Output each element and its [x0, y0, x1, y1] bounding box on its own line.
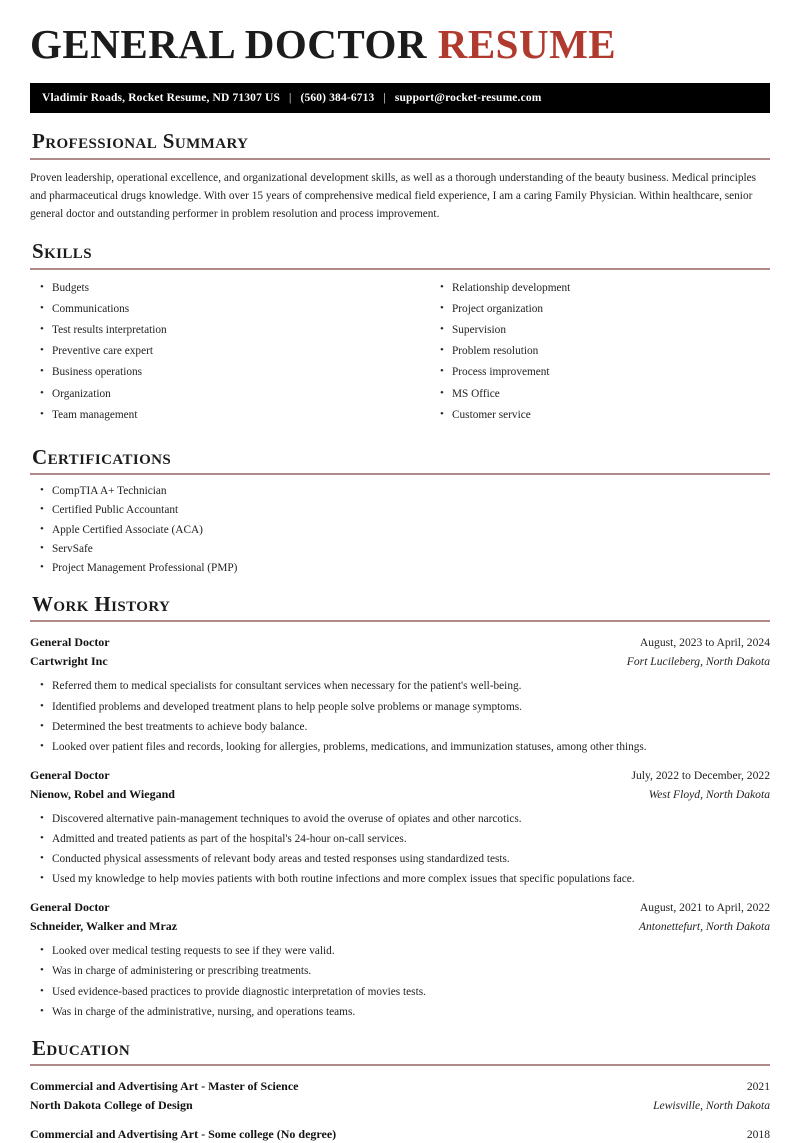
section-rule-certifications: [30, 473, 770, 475]
section-rule-education: [30, 1064, 770, 1066]
section-rule-skills: [30, 268, 770, 270]
skills-columns: [30, 272, 770, 429]
job-location: West Floyd, North Dakota: [648, 787, 770, 801]
job-subheader-row: [30, 917, 770, 936]
job-company: Nienow, Robel and Wiegand: [30, 786, 175, 801]
skills-column-left: [30, 272, 400, 429]
job-subheader-row: [30, 785, 770, 804]
education-header-row: [30, 1077, 770, 1095]
education-subheader-row: [30, 1096, 770, 1114]
list-item: • Admitted and treated patients as part of the hospital's 24-hour on-call services.: [30, 832, 770, 847]
list-item: • Organization: [30, 387, 400, 402]
certifications-list: [30, 484, 770, 576]
section-heading-education: Education: [32, 1035, 131, 1060]
education-degree: Commercial and Advertising Art - Some college (No degree): [30, 1127, 337, 1142]
list-item: • Conducted physical assessments of relevant body areas and tested responses using standardized tests.: [30, 852, 770, 867]
list-item: • Looked over medical testing requests to see if they were valid.: [30, 944, 770, 959]
list-item: • ServSafe: [30, 542, 770, 557]
resume-title-accent: RESUME: [437, 21, 617, 67]
education-entry: [30, 1125, 770, 1143]
contact-separator-1: |: [289, 92, 292, 104]
resume-title-main: GENERAL DOCTOR: [30, 21, 438, 67]
job-bullets: [30, 679, 770, 755]
job-company: Schneider, Walker and Mraz: [30, 919, 178, 934]
list-item: • CompTIA A+ Technician: [30, 484, 770, 499]
list-item: • Problem resolution: [430, 344, 770, 359]
work-history-entry: [30, 766, 770, 887]
skills-list-right: [430, 281, 770, 423]
section-rule-summary: [30, 158, 770, 160]
list-item: • Apple Certified Associate (ACA): [30, 523, 770, 538]
list-item: • Identified problems and developed treatment plans to help people solve problems or manage symptoms.: [30, 700, 770, 715]
job-bullets: [30, 944, 770, 1020]
contact-phone[interactable]: (560) 384-6713: [300, 92, 375, 104]
list-item: • Used evidence-based practices to provide diagnostic interpretation of movies tests.: [30, 985, 770, 1000]
section-skills: [30, 240, 770, 428]
contact-bar: [30, 83, 770, 113]
list-item: • Referred them to medical specialists for consultant services when necessary for the patient's well-being.: [30, 679, 770, 694]
section-certifications: [30, 446, 770, 576]
job-subheader-row: [30, 652, 770, 671]
list-item: • Supervision: [430, 323, 770, 338]
education-degree: Commercial and Advertising Art - Master of Science: [30, 1079, 299, 1094]
job-dates: August, 2023 to April, 2024: [639, 636, 770, 650]
list-item: • Relationship development: [430, 281, 770, 296]
list-item: • Project Management Professional (PMP): [30, 561, 770, 576]
education-location: Lewisville, North Dakota: [653, 1098, 770, 1112]
education-year: 2018: [746, 1128, 770, 1142]
list-item: • Budgets: [30, 281, 400, 296]
skills-column-right: [400, 272, 770, 429]
list-item: • Used my knowledge to help movies patients with both routine infections and more complex issues that specific populations face.: [30, 872, 770, 887]
job-header-row: [30, 766, 770, 785]
list-item: • Test results interpretation: [30, 323, 400, 338]
list-item: • Was in charge of administering or prescribing treatments.: [30, 964, 770, 979]
work-history-entry: [30, 633, 770, 754]
list-item: • Project organization: [430, 302, 770, 317]
education-header-row: [30, 1125, 770, 1143]
job-title: General Doctor: [30, 767, 110, 782]
contact-separator-2: |: [383, 92, 386, 104]
education-school: North Dakota College of Design: [30, 1097, 193, 1112]
contact-email[interactable]: support@rocket-resume.com: [394, 92, 542, 104]
list-item: • Team management: [30, 408, 400, 423]
job-location: Antonettefurt, North Dakota: [638, 920, 770, 934]
section-work-history: [30, 593, 770, 1020]
section-heading-skills: Skills: [32, 239, 92, 264]
list-item: • Certified Public Accountant: [30, 503, 770, 518]
education-year: 2021: [746, 1080, 770, 1094]
job-title: General Doctor: [30, 635, 110, 650]
list-item: • Communications: [30, 302, 400, 317]
list-item: • Discovered alternative pain-management techniques to avoid the overuse of opiates and other narcotics.: [30, 812, 770, 827]
section-rule-work-history: [30, 620, 770, 622]
job-dates: August, 2021 to April, 2022: [639, 901, 770, 915]
summary-text: Proven leadership, operational excellence, and organizational development skills, as well as a thorough understanding of the beauty business. Medical principles and pharmaceutical drugs knowledge. With over 15 years of comprehensive medical field experience, I am a caring Family Physician. Within healthcare, senior general doctor and outstanding performer in problem resolution and process improvement.: [30, 171, 757, 221]
list-item: • Determined the best treatments to achieve body balance.: [30, 720, 770, 735]
list-item: • Process improvement: [430, 365, 770, 380]
list-item: • Customer service: [430, 408, 770, 423]
job-header-row: [30, 633, 770, 652]
job-location: Fort Lucileberg, North Dakota: [626, 655, 770, 669]
section-education: [30, 1037, 770, 1143]
job-company: Cartwright Inc: [30, 654, 108, 669]
list-item: • Was in charge of the administrative, nursing, and operations teams.: [30, 1005, 770, 1020]
job-bullets: [30, 812, 770, 888]
section-heading-certifications: Certifications: [32, 444, 172, 469]
list-item: • Looked over patient files and records, looking for allergies, problems, medications, and immunization statuses, among other things.: [30, 740, 770, 755]
list-item: • MS Office: [430, 387, 770, 402]
work-history-entry: [30, 898, 770, 1019]
job-title: General Doctor: [30, 900, 110, 915]
contact-address: Vladimir Roads, Rocket Resume, ND 71307 US: [42, 92, 281, 104]
list-item: • Preventive care expert: [30, 344, 400, 359]
section-heading-work-history: Work History: [32, 591, 171, 616]
skills-list-left: [30, 281, 400, 423]
section-professional-summary: [30, 130, 770, 223]
education-entry: [30, 1077, 770, 1114]
list-item: • Business operations: [30, 365, 400, 380]
job-dates: July, 2022 to December, 2022: [631, 768, 770, 782]
job-header-row: [30, 898, 770, 917]
resume-title: [30, 0, 770, 71]
section-heading-summary: Professional Summary: [32, 129, 249, 153]
